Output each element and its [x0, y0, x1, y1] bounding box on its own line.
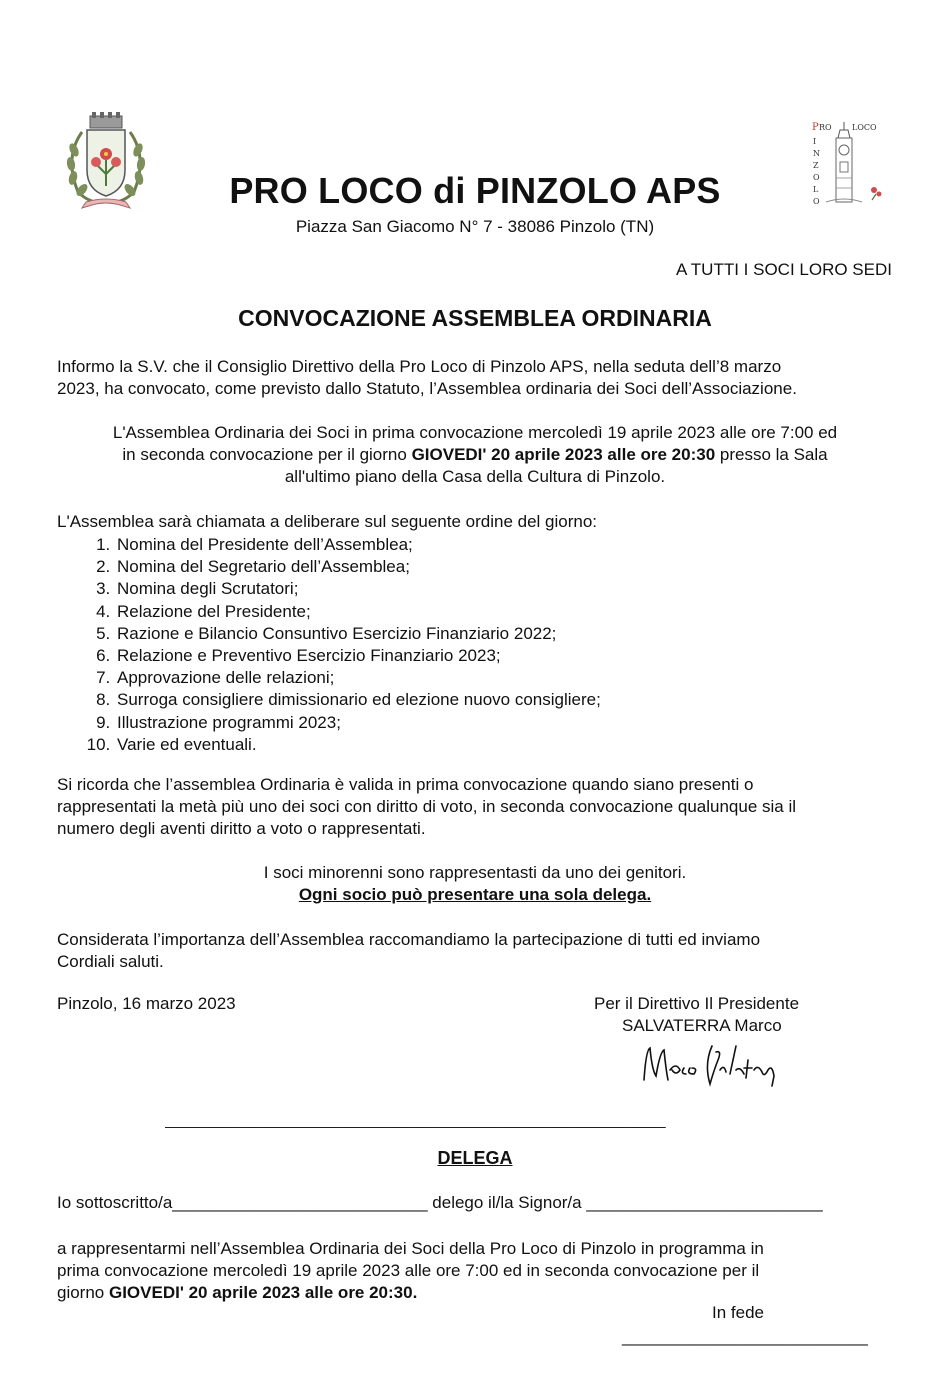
signer-role: Per il Direttivo Il Presidente [594, 994, 800, 1013]
place-date: Pinzolo, 16 marzo 2023 [57, 994, 236, 1013]
agenda-item: 2. Nomina del Segretario dell’Assemblea; [115, 556, 601, 578]
meeting-details [40, 422, 910, 488]
svg-text:Z: Z [813, 161, 819, 170]
agenda-item: 5. Razione e Bilancio Consuntivo Esercizio Finanziario 2022; [115, 623, 601, 645]
organization-address: Piazza San Giacomo N° 7 - 38086 Pinzolo (TN) [295, 217, 655, 236]
validity-paragraph [57, 774, 897, 840]
meeting-text: in seconda convocazione per il giorno [122, 445, 412, 464]
signer-name: SALVATERRA Marco [622, 1016, 782, 1035]
intro-line: 2023, ha convocato, come previsto dallo Statuto, l’Assemblea ordinaria dei Soci dell’Associazione. [57, 379, 797, 398]
agenda-item: 7. Approvazione delle relazioni; [115, 667, 601, 689]
organization-title: PRO LOCO di PINZOLO APS [229, 170, 721, 211]
signature-field[interactable]: __________________________ [622, 1327, 868, 1346]
meeting-line: L'Assemblea Ordinaria dei Soci in prima convocazione mercoledì 19 aprile 2023 alle ore 7:00 ed [112, 423, 838, 442]
agenda-item: 10. Varie ed eventuali. [115, 734, 601, 756]
delega-body-text: giorno [57, 1283, 109, 1302]
svg-text:RO: RO [819, 123, 832, 132]
section-divider: ____________________________________________________________ [165, 1112, 666, 1129]
svg-text:LOCO: LOCO [852, 123, 877, 132]
delega-body-line [57, 1282, 897, 1304]
delega-body-line: prima convocazione mercoledì 19 aprile 2023 alle ore 7:00 ed in seconda convocazione per il [57, 1261, 760, 1280]
meeting-line: all'ultimo piano della Casa della Cultura di Pinzolo. [284, 467, 666, 486]
svg-text:O: O [813, 197, 820, 206]
agenda-item: 6. Relazione e Preventivo Esercizio Finanziario 2023; [115, 645, 601, 667]
agenda-intro: L'Assemblea sarà chiamata a deliberare sul seguente ordine del giorno: [57, 512, 598, 531]
delega-fill-line [57, 1193, 897, 1213]
validity-line: numero degli aventi diritto a voto o rappresentati. [57, 819, 426, 838]
meeting-date-bold: GIOVEDI' 20 aprile 2023 alle ore 20:30 [411, 445, 716, 464]
agenda-list [57, 534, 601, 756]
svg-text:L: L [813, 185, 819, 194]
agenda-item: 4. Relazione del Presidente; [115, 601, 601, 623]
minors-note: I soci minorenni sono rappresentasti da uno dei genitori. [263, 863, 687, 882]
delegator-name-field[interactable]: ___________________________ [172, 1193, 428, 1212]
svg-text:P: P [812, 122, 819, 133]
delegate-name-field[interactable]: _________________________ [586, 1193, 823, 1212]
closing-line: Considerata l’importanza dell’Assemblea raccomandiamo la partecipazione di tutti ed inviamo [57, 930, 761, 949]
validity-line: rappresentati la metà più uno dei soci con diritto di voto, in seconda convocazione qualunque sia il [57, 797, 797, 816]
intro-paragraph [57, 356, 897, 400]
agenda-item: 8. Surroga consigliere dimissionario ed elezione nuovo consigliere; [115, 689, 601, 711]
closing-paragraph [57, 929, 897, 973]
agenda-item: 3. Nomina degli Scrutatori; [115, 578, 601, 600]
in-fede-label: In fede [712, 1303, 764, 1322]
intro-line: Informo la S.V. che il Consiglio Direttivo della Pro Loco di Pinzolo APS, nella seduta dell’8 marzo [57, 357, 782, 376]
recipients-line: A TUTTI I SOCI LORO SEDI [675, 260, 892, 279]
closing-line: Cordiali saluti. [57, 952, 164, 971]
delega-title: DELEGA [437, 1148, 513, 1168]
meeting-line [40, 444, 910, 466]
agenda-item: 9. Illustrazione programmi 2023; [115, 712, 601, 734]
delega-body [57, 1238, 897, 1304]
one-proxy-note: Ogni socio può presentare una sola delega. [298, 885, 652, 904]
delega-label: Io sottoscritto/a [57, 1193, 173, 1212]
validity-line: Si ricorda che l’assemblea Ordinaria è valida in prima convocazione quando siano presenti o [57, 775, 754, 794]
delega-body-line: a rappresentarmi nell’Assemblea Ordinaria dei Soci della Pro Loco di Pinzolo in programma in [57, 1239, 764, 1258]
svg-text:N: N [813, 149, 820, 158]
delega-label: delego il/la Signor/a [427, 1193, 587, 1212]
document-heading: CONVOCAZIONE ASSEMBLEA ORDINARIA [238, 305, 712, 331]
svg-text:O: O [813, 173, 820, 182]
svg-text:I: I [813, 137, 817, 146]
agenda-item: 1. Nomina del Presidente dell’Assemblea; [115, 534, 601, 556]
delega-date-bold: GIOVEDI' 20 aprile 2023 alle ore 20:30. [108, 1283, 418, 1302]
handwritten-signature [640, 1040, 790, 1090]
meeting-text: presso la Sala [715, 445, 828, 464]
